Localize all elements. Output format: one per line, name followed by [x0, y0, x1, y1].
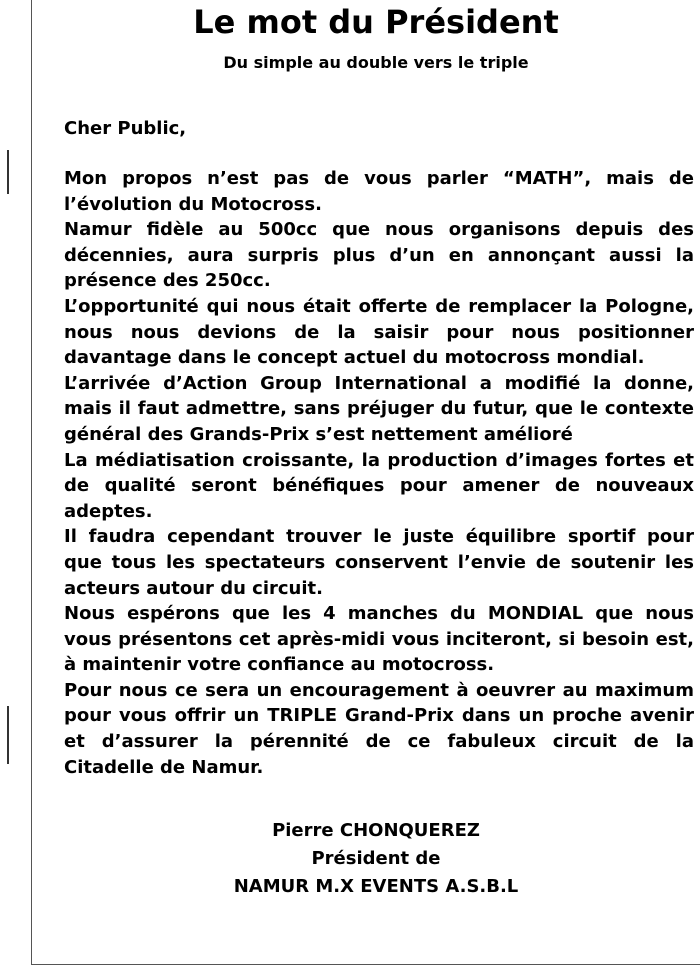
margin-mark	[7, 150, 9, 194]
margin-mark	[7, 706, 9, 764]
page-title: Le mot du Président	[193, 3, 559, 41]
letter-paragraph: Il faudra cependant trouver le juste équilibre sportif pour que tous les spectateurs conservent l’envie de soutenir les acteurs autour du circuit.	[64, 526, 694, 599]
signatory-role: Président de	[311, 848, 441, 869]
letter-paragraph: Nous espérons que les 4 manches du MONDIAL que nous vous présentons cet après-midi vous inciteront, si besoin est, à maintenir votre confiance au motocross.	[64, 603, 694, 676]
letter-paragraph: La médiatisation croissante, la production d’images fortes et de qualité seront bénéfiques pour amener de nouveaux adeptes.	[64, 449, 694, 522]
letter-greeting: Cher Public,	[64, 118, 187, 139]
letter-paragraph: Pour nous ce sera un encouragement à oeuvrer au maximum pour vous offrir un TRIPLE Grand-Prix dans un proche avenir et d’assurer la pérennité de ce fabuleux circuit de la Citadelle de Namur.	[64, 679, 694, 778]
letter-paragraph: L’arrivée d’Action Group International a modifié la donne, mais il faut admettre, sans préjuger du futur, que le contexte général des Grands-Prix s’est nettement amélioré	[64, 372, 694, 445]
letter-paragraph: L’opportunité qui nous était offerte de remplacer la Pologne, nous nous devions de la saisir pour nous positionner davantage dans le concept actuel du motocross mondial.	[64, 295, 694, 369]
signatory-organization: NAMUR M.X EVENTS A.S.B.L	[233, 876, 519, 897]
letter-paragraph: Mon propos n’est pas de vous parler “MATH”, mais de l’évolution du Motocross.	[64, 168, 694, 215]
letter-paragraph: Namur fidèle au 500cc que nous organisons depuis des décennies, aura surpris plus d’un en annonçant aussi la présence des 250cc.	[64, 219, 694, 292]
page-subtitle: Du simple au double vers le triple	[223, 53, 529, 72]
signature-block	[31, 817, 700, 901]
letter-body	[64, 166, 694, 780]
signatory-name: Pierre CHONQUEREZ	[272, 820, 480, 841]
